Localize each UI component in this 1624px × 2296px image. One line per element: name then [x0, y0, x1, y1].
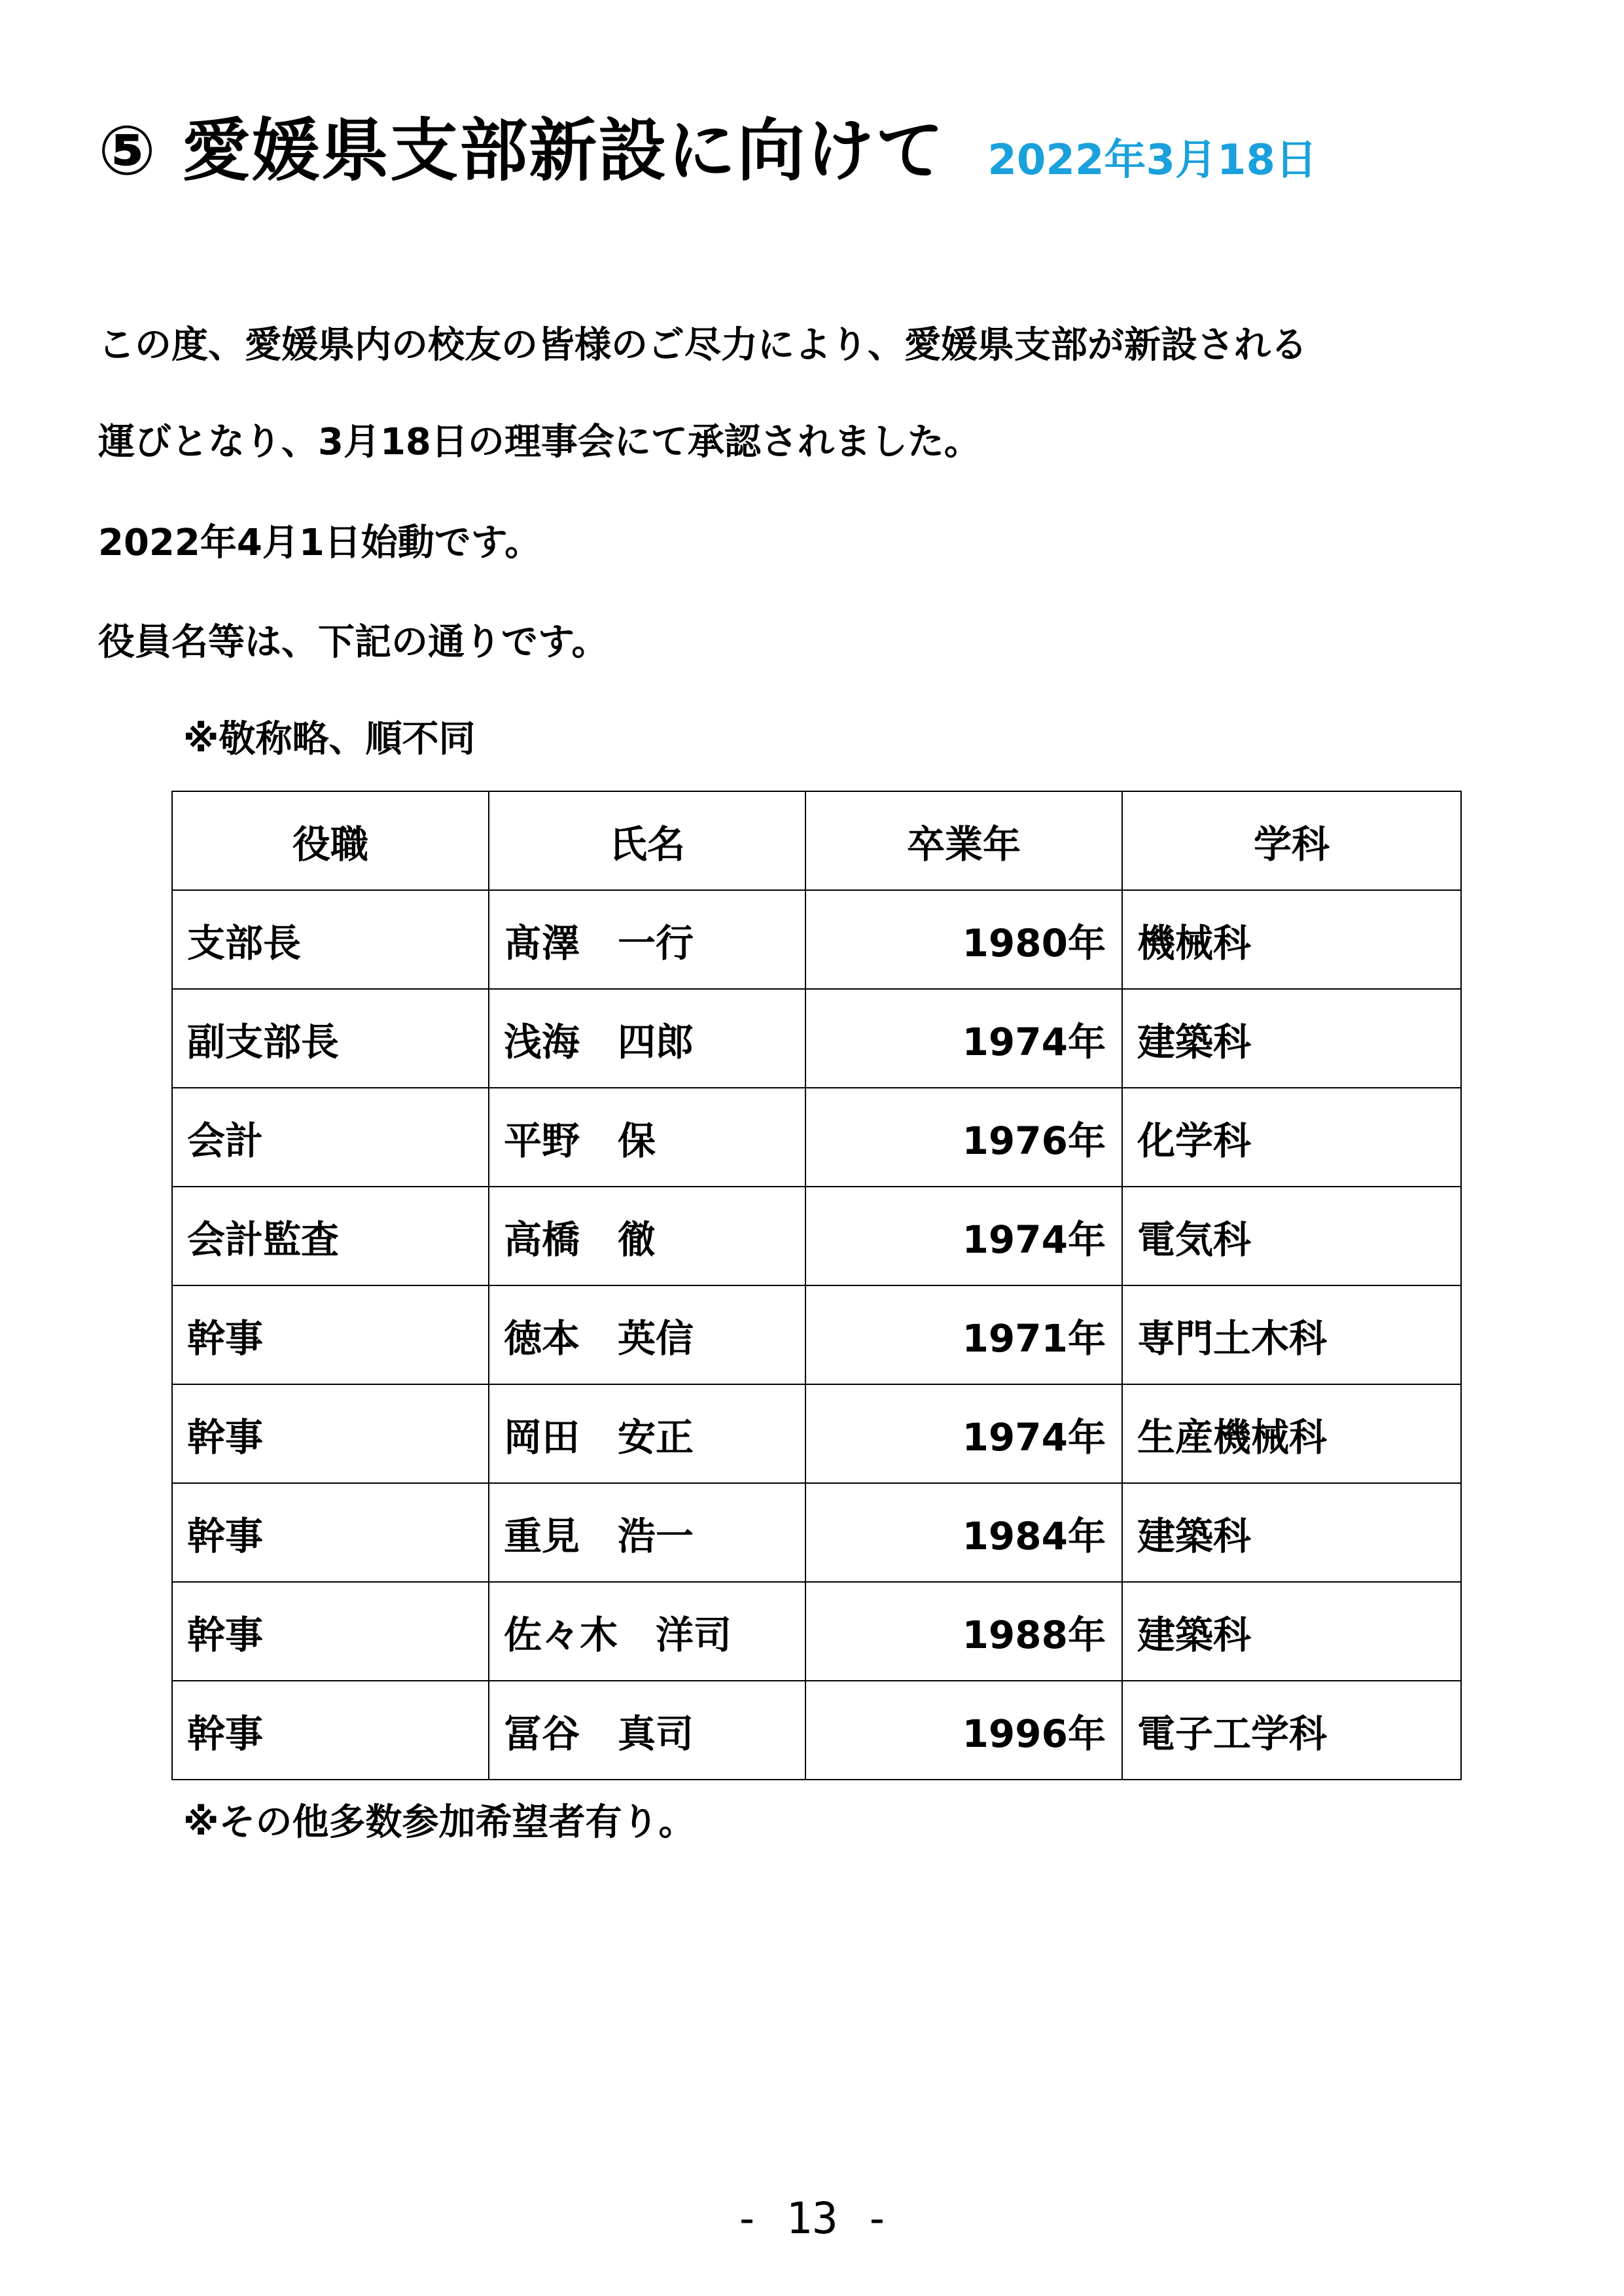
body-line-1: この度、愛媛県内の校友の皆様のご尽力により、愛媛県支部が新設される [98, 324, 1307, 367]
cell-role: 会計監査 [172, 1187, 489, 1285]
column-header-role: 役職 [172, 791, 489, 890]
cell-department: 専門土木科 [1122, 1285, 1461, 1384]
footer-note: ※その他多数参加希望者有り。 [183, 1801, 696, 1844]
cell-department: 建築科 [1122, 1483, 1461, 1582]
cell-role: 幹事 [172, 1681, 489, 1780]
cell-name: 冨谷 真司 [489, 1681, 805, 1780]
cell-department: 電子工学科 [1122, 1681, 1461, 1780]
cell-year: 1976年 [805, 1088, 1122, 1187]
table-header-row [172, 791, 1461, 890]
cell-name: 平野 保 [489, 1088, 805, 1187]
table-row [172, 1384, 1461, 1483]
cell-year: 1984年 [805, 1483, 1122, 1582]
table-row [172, 1285, 1461, 1384]
cell-department: 建築科 [1122, 1582, 1461, 1681]
column-header-name: 氏名 [489, 791, 805, 890]
cell-name: 重見 浩一 [489, 1483, 805, 1582]
cell-year: 1974年 [805, 1384, 1122, 1483]
table-row [172, 1483, 1461, 1582]
cell-name: 徳本 英信 [489, 1285, 805, 1384]
cell-department: 建築科 [1122, 989, 1461, 1088]
cell-year: 1996年 [805, 1681, 1122, 1780]
cell-role: 支部長 [172, 890, 489, 989]
cell-role: 幹事 [172, 1285, 489, 1384]
table-row [172, 1681, 1461, 1780]
cell-role: 幹事 [172, 1582, 489, 1681]
cell-year: 1974年 [805, 989, 1122, 1088]
body-line-3: 2022年4月1日始動です。 [98, 522, 542, 564]
heading-date: 2022年3月18日 [987, 136, 1318, 185]
column-header-department: 学科 [1122, 791, 1461, 890]
cell-name: 髙澤 一行 [489, 890, 805, 989]
cell-role: 幹事 [172, 1384, 489, 1483]
cell-department: 機械科 [1122, 890, 1461, 989]
cell-year: 1974年 [805, 1187, 1122, 1285]
honorific-note: ※敬称略、順不同 [183, 718, 476, 761]
table-row [172, 890, 1461, 989]
cell-role: 幹事 [172, 1483, 489, 1582]
table-row [172, 1582, 1461, 1681]
table-row [172, 1187, 1461, 1285]
column-header-graduation-year: 卒業年 [805, 791, 1122, 890]
cell-role: 会計 [172, 1088, 489, 1187]
page-title: ⑤ 愛媛県支部新設に向けて [98, 111, 945, 190]
page-heading [98, 105, 1317, 196]
cell-department: 化学科 [1122, 1088, 1461, 1187]
table-row [172, 989, 1461, 1088]
cell-year: 1988年 [805, 1582, 1122, 1681]
cell-year: 1980年 [805, 890, 1122, 989]
cell-year: 1971年 [805, 1285, 1122, 1384]
cell-role: 副支部長 [172, 989, 489, 1088]
cell-name: 高橋 徹 [489, 1187, 805, 1285]
cell-department: 生産機械科 [1122, 1384, 1461, 1483]
page-number: - 13 - [733, 2193, 891, 2244]
cell-department: 電気科 [1122, 1187, 1461, 1285]
body-line-2: 運びとなり、3月18日の理事会にて承認されました。 [98, 421, 981, 463]
cell-name: 佐々木 洋司 [489, 1582, 805, 1681]
cell-name: 岡田 安正 [489, 1384, 805, 1483]
table-row [172, 1088, 1461, 1187]
officers-table [171, 791, 1462, 1780]
body-line-4: 役員名等は、下記の通りです。 [98, 621, 609, 664]
cell-name: 浅海 四郎 [489, 989, 805, 1088]
